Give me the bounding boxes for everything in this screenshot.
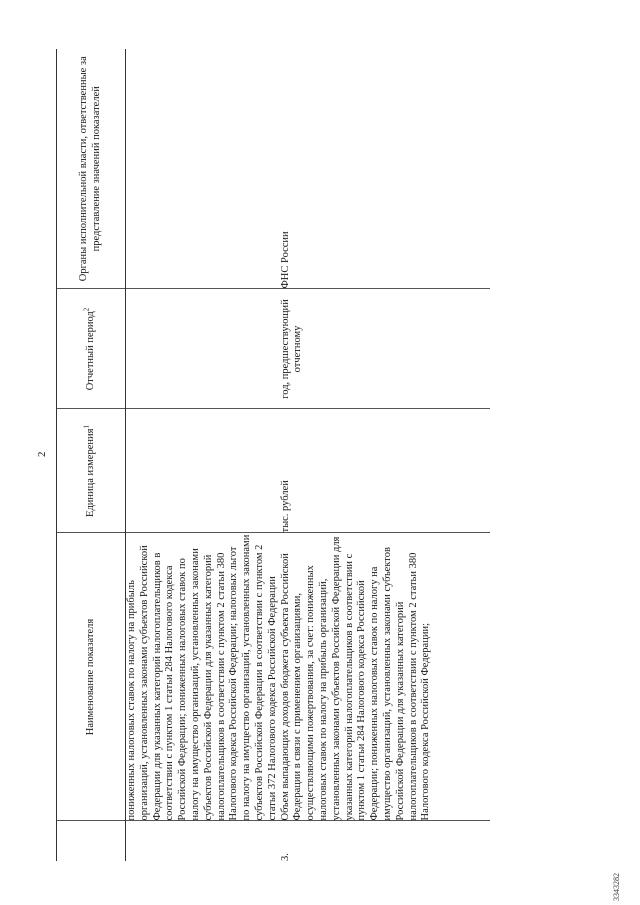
row-name: пониженных налоговых ставок по налогу на прибыль организаций, установленных законами субъектов Российской Федерации для указанных категорий налогоплательщиков в соответствии с пунктом 1 статьи 284 Налогового кодекса Российской Федерации; пониженных налоговых ставок по налогу на имущество организаций, установленных законами субъектов Российской Федерации для указанных категорий налогоплательщиков в соответствии с пунктом 2 статьи 380 Налогового кодекса Российской Федерации; налоговых льгот по налогу на имущество организаций, установленных законами субъектов Российской Федерации в соответствии с пунктом 2 статьи 372 Налогового кодекса Российской Федерации (126, 534, 278, 821)
row-org (126, 49, 280, 289)
header-org (57, 49, 126, 289)
row-name: Объем выпадающих доходов бюджета субъекта Российской Федерации в связи с применением организациями, осуществляющими пожертвования, за счет: пониженных налоговых ставок по налогу на прибыль организаций, установленных законами субъектов Российской Федерации для указанных категорий налогоплательщиков в соответствии с пунктом 1 статьи 284 Налогового кодекса Российской Федерации; пониженных налоговых ставок по налогу на имущество организаций, установленных законами субъектов Российской Федерации для указанных категорий налогоплательщиков в соответствии с пунктом 2 статьи 380 Налогового кодекса Российской Федерации; (280, 533, 490, 821)
row-org: ФНС России (280, 49, 490, 289)
header-period-footnote: 2 (82, 307, 91, 312)
row-unit: тыс. рублей (280, 409, 490, 533)
table-row (126, 49, 280, 861)
header-unit-text: Единица измерения (84, 428, 96, 517)
row-period (126, 289, 280, 409)
header-name-text: Наименование показателя (84, 618, 96, 736)
row-number (126, 821, 280, 861)
row-unit (126, 409, 280, 533)
table-header-row (57, 49, 126, 861)
header-unit (57, 409, 126, 533)
header-number (57, 821, 126, 861)
table-row (280, 49, 490, 861)
row-period: год, предшествующий отчетному (280, 289, 490, 409)
page-number: 2 (36, 451, 48, 457)
indicators-table (56, 49, 490, 861)
header-period (57, 289, 126, 409)
header-org-text: Органы исполнительной власти, ответственные за представление значений показателей (78, 56, 102, 282)
header-name (57, 533, 126, 821)
document-code: 3343282 (612, 873, 621, 901)
row-number: 3. (279, 853, 291, 861)
header-period-text: Отчетный период (84, 311, 96, 391)
header-unit-footnote: 1 (82, 425, 91, 429)
